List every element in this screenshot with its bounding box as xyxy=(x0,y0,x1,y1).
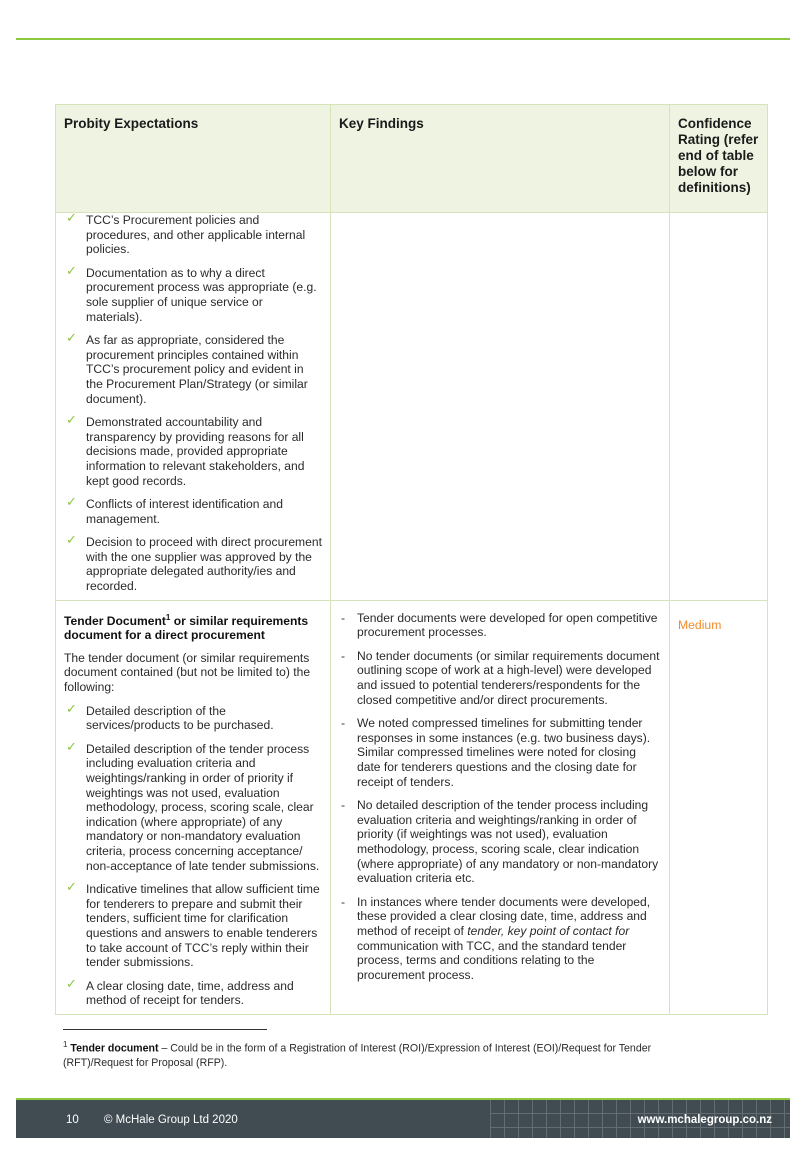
list-item xyxy=(64,415,322,488)
rating-cell xyxy=(670,213,768,601)
header-probity-expectations: Probity Expectations xyxy=(56,105,331,213)
table-row xyxy=(56,213,768,601)
website-link[interactable]: www.mchalegroup.co.nz xyxy=(637,1114,772,1126)
table-header-row xyxy=(56,105,768,213)
footnote-term: Tender document xyxy=(70,1042,159,1055)
list-item xyxy=(64,976,322,1008)
list-item xyxy=(64,333,322,406)
dash-icon: - xyxy=(341,716,346,731)
list-item xyxy=(339,716,661,789)
list-item-text: Decision to proceed with direct procurement with the one supplier was approved by the appropriate delegated authority/ies and recorded. xyxy=(86,535,322,594)
check-icon: ✓ xyxy=(66,533,77,549)
list-item xyxy=(64,213,322,257)
list-item xyxy=(339,611,661,640)
probity-table xyxy=(55,104,768,1015)
list-item-text: Demonstrated accountability and transparency by providing reasons for all decisions made, provided appropriate information to relevant stakeholders, and kept good records. xyxy=(86,415,305,488)
footnote-divider xyxy=(63,1029,267,1030)
list-item-text: Conflicts of interest identification and management. xyxy=(86,497,283,526)
top-rule xyxy=(16,38,790,40)
footnote-text: – Could be in the form of a Registration of Interest (ROI)/Expression of Interest (EOI)/Request for Tender (RFT)/Request for Proposal (RFP). xyxy=(63,1042,652,1069)
check-icon: ✓ xyxy=(66,976,77,992)
list-item xyxy=(64,739,322,873)
dash-icon: - xyxy=(341,894,346,909)
list-item xyxy=(339,895,661,983)
finding-text: In instances where tender documents were developed, these provided a clear closing date, time, address and method of receipt of tender, key point of contact for communication with TCC, and the standard tender process, terms and conditions relating to the procurement process. xyxy=(357,894,651,982)
findings-cell xyxy=(331,600,670,1014)
check-icon: ✓ xyxy=(66,701,77,717)
footnote-marker: 1 xyxy=(165,612,171,622)
dash-icon: - xyxy=(341,648,346,663)
check-icon: ✓ xyxy=(66,739,77,755)
footnote-number: 1 xyxy=(63,1040,68,1049)
probity-checklist xyxy=(64,701,322,1008)
footnote xyxy=(63,1038,723,1070)
findings-cell xyxy=(331,213,670,601)
list-item xyxy=(64,882,322,970)
probity-cell xyxy=(56,600,331,1014)
header-key-findings: Key Findings xyxy=(331,105,670,213)
list-item xyxy=(64,535,322,593)
list-item-text: Detailed description of the services/products to be purchased. xyxy=(86,703,274,733)
dash-icon: - xyxy=(341,798,346,813)
page-number: 10 xyxy=(66,1114,79,1126)
probity-checklist xyxy=(64,213,322,594)
list-item xyxy=(64,263,322,324)
list-item xyxy=(339,649,661,707)
page-footer xyxy=(16,1098,790,1138)
confidence-rating: Medium xyxy=(678,617,722,632)
list-item-text: TCC’s Procurement policies and procedures, and other applicable internal policies. xyxy=(86,213,306,257)
table-row xyxy=(56,600,768,1014)
list-item xyxy=(64,497,322,526)
check-icon: ✓ xyxy=(66,495,77,511)
check-icon: ✓ xyxy=(66,211,77,226)
finding-text: We noted compressed timelines for submitting tender responses in some instances (e.g. two business days). Similar compressed timelines were noted for closing date for tenderers questions and the closing date for receipt of tenders. xyxy=(357,716,651,789)
list-item-text: Documentation as to why a direct procurement process was appropriate (e.g. sole supplier of unique service or materials). xyxy=(86,265,317,324)
section-heading: Tender Document$^1$ or similar requirements document for a direct procurement xyxy=(64,612,309,643)
check-icon: ✓ xyxy=(66,880,77,896)
finding-text: No detailed description of the tender process including evaluation criteria and weightings/ranking in order of priority (if weightings was not used), evaluation methodology, process, scoring scale, clear indication (where appropriate) of any mandatory or non-mandatory evaluation criteria etc. xyxy=(357,798,659,886)
list-item-text: Indicative timelines that allow sufficient time for tenderers to prepare and submit their tenders, sufficient time for clarification questions and answers to enable tenderers to take account of TCC’s reply within their tender submissions. xyxy=(86,882,320,970)
list-item xyxy=(64,701,322,733)
findings-list xyxy=(339,611,661,983)
list-item-text: A clear closing date, time, address and method of receipt for tenders. xyxy=(86,978,294,1008)
list-item-text: As far as appropriate, considered the procurement principles contained within TCC’s procurement policy and evident in the Procurement Plan/Strategy (or similar document). xyxy=(86,333,308,406)
finding-text: No tender documents (or similar requirements document outlining scope of work at a high-level) were developed and issued to potential tenderers/respondents for the closed competitive and/or direct procurements. xyxy=(357,648,660,707)
check-icon: ✓ xyxy=(66,331,77,347)
list-item-text: Detailed description of the tender process including evaluation criteria and weightings/ranking in order of priority if weightings was not used, evaluation methodology, process, scoring scale, clear indication (where appropriate) of any mandatory or non-mandatory evaluation criteria, process concerning acceptance/ non-acceptance of late tender submissions. xyxy=(86,741,320,873)
header-confidence-rating: Confidence Rating (refer end of table below for definitions) xyxy=(670,105,768,213)
check-icon: ✓ xyxy=(66,263,77,279)
dash-icon: - xyxy=(341,610,346,625)
probity-cell xyxy=(56,213,331,601)
rating-cell xyxy=(670,600,768,1014)
list-item xyxy=(339,798,661,886)
check-icon: ✓ xyxy=(66,413,77,429)
section-intro: The tender document (or similar requirements document contained (but not be limited to) the following: xyxy=(64,650,311,695)
copyright: © McHale Group Ltd 2020 xyxy=(104,1114,238,1126)
finding-text: Tender documents were developed for open competitive procurement processes. xyxy=(357,610,658,640)
